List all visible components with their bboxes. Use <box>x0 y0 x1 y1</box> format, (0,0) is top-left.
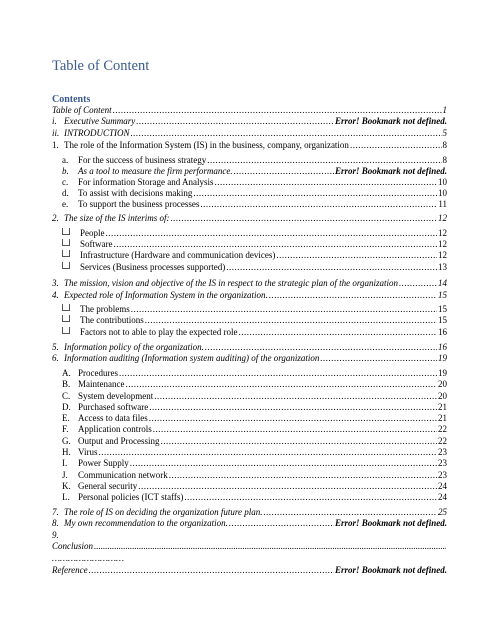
toc-entry[interactable] <box>62 228 447 239</box>
toc-entry-page: 1 <box>442 105 447 115</box>
dot-leader <box>119 368 437 379</box>
toc-entry-page: 20 <box>438 391 447 401</box>
toc-entry-number: a. <box>62 155 69 165</box>
conclusion-leader-continuation: ……………………… <box>52 553 125 563</box>
toc-entry[interactable] <box>52 541 447 552</box>
toc-entry-title: Conclusion <box>52 541 94 551</box>
toc-entry-title: Access to data files <box>78 413 148 423</box>
checkbox-bullet-icon <box>62 315 70 322</box>
dot-leader <box>350 140 442 151</box>
toc-entry-error: Error! Bookmark not defined. <box>334 166 447 176</box>
toc-entry-page: 12 <box>438 239 447 249</box>
toc-entry-page: 23 <box>438 447 447 457</box>
toc-entry-title: Virus <box>78 447 98 457</box>
toc-entry-title: General security <box>78 481 138 491</box>
toc-entry[interactable] <box>62 155 447 166</box>
dot-leader <box>154 391 437 402</box>
toc-entry[interactable] <box>52 353 447 364</box>
toc-entry-title: System development <box>78 391 154 401</box>
toc-entry[interactable] <box>62 368 447 379</box>
toc-entry-number: L. <box>62 492 70 502</box>
toc-entry[interactable] <box>52 105 447 116</box>
toc-entry-title: Power Supply <box>78 458 129 468</box>
toc-entry-page: 24 <box>438 492 447 502</box>
toc-entry-number: H. <box>62 447 71 457</box>
dot-leader <box>399 278 437 289</box>
dot-leader <box>226 262 437 273</box>
toc-entry[interactable] <box>52 278 447 289</box>
toc-entry-page: 8 <box>442 140 447 150</box>
toc-entry-number: A. <box>62 368 71 378</box>
toc-entry[interactable] <box>62 413 447 424</box>
toc-entry-error: Error! Bookmark not defined. <box>334 565 447 575</box>
toc-entry-page: 10 <box>438 188 447 198</box>
toc-entry-title: Factors not to able to play the expected role <box>80 327 238 337</box>
toc-entry-number: 3. <box>52 278 59 288</box>
toc-entry-title: The role of IS on deciding the organization future plan. <box>64 507 263 517</box>
toc-entry[interactable] <box>62 188 447 199</box>
toc-entry-number: E. <box>62 413 70 423</box>
toc-entry-title: Information policy of the organization. <box>64 342 204 352</box>
toc-entry[interactable] <box>62 436 447 447</box>
toc-entry-title: As a tool to measure the firm performance. <box>78 166 233 176</box>
toc-entry-number: 4. <box>52 290 59 300</box>
dot-leader <box>149 413 437 424</box>
toc-entry[interactable] <box>62 199 447 210</box>
toc-entry-title: Maintenance <box>78 379 125 389</box>
toc-entry[interactable] <box>52 290 447 301</box>
page-title: Table of Content <box>52 58 150 74</box>
contents-heading: Contents <box>52 94 91 105</box>
toc-entry-page: 10 <box>438 177 447 187</box>
toc-entry-title: For the success of business strategy <box>78 155 207 165</box>
dot-leader <box>214 177 437 188</box>
toc-entry-title: Application controls <box>78 424 152 434</box>
toc-entry-title: Reference <box>52 565 88 575</box>
dot-leader <box>207 155 441 166</box>
toc-entry-number: i. <box>52 116 57 126</box>
toc-entry-page: 13 <box>438 262 447 272</box>
dot-leader <box>130 458 437 469</box>
toc-entry-page: 8 <box>442 155 447 165</box>
toc-entry-title: The size of the IS interims of: <box>64 213 170 223</box>
toc-entry-title: Communication network <box>78 470 168 480</box>
dot-leader <box>113 105 442 116</box>
toc-entry-page: 14 <box>438 278 447 288</box>
toc-entry-number: c. <box>62 177 69 187</box>
checkbox-bullet-icon <box>62 250 70 257</box>
dot-leader <box>320 353 437 364</box>
checkbox-bullet-icon <box>62 228 70 235</box>
toc-entry-page: 21 <box>438 402 447 412</box>
toc-entry[interactable] <box>62 304 447 315</box>
toc-entry-page: 12 <box>438 228 447 238</box>
toc-entry-title: Personal policies (ICT staffs) <box>78 492 184 502</box>
toc-entry-page: 16 <box>438 327 447 337</box>
toc-entry-page: 5 <box>442 128 447 138</box>
toc-entry[interactable] <box>52 128 447 139</box>
toc-entry-page: 20 <box>438 379 447 389</box>
toc-entry[interactable] <box>52 116 447 127</box>
toc-entry[interactable] <box>52 565 447 576</box>
toc-entry-page: 23 <box>438 458 447 468</box>
toc-entry-page: 25 <box>438 507 447 517</box>
toc-entry[interactable] <box>62 262 447 273</box>
toc-entry-title: INTRODUCTION <box>64 128 130 138</box>
checkbox-bullet-icon <box>62 262 70 269</box>
toc-entry[interactable] <box>62 250 447 261</box>
toc-entry-page: 15 <box>438 304 447 314</box>
toc-entry-title: My own recommendation to the organization. <box>64 518 228 528</box>
dot-leader <box>89 565 334 576</box>
toc-entry[interactable] <box>62 177 447 188</box>
dot-leader <box>125 379 437 390</box>
toc-entry[interactable] <box>62 481 447 492</box>
toc-entry-number: 2. <box>52 213 59 223</box>
toc-entry-title: Expected role of Information System in the organization. <box>64 290 268 300</box>
toc-entry-title: For information Storage and Analysis <box>78 177 214 187</box>
toc-entry-page: 22 <box>438 436 447 446</box>
dot-leader <box>161 436 438 447</box>
toc-entry-number: D. <box>62 402 71 412</box>
toc-entry-page: 15 <box>438 290 447 300</box>
toc-entry-page: 22 <box>438 424 447 434</box>
dot-leader <box>263 507 437 518</box>
toc-entry-number: d. <box>62 188 69 198</box>
toc-entry-title: Infrastructure (Hardware and communication devices) <box>80 250 276 260</box>
dot-leader <box>153 424 437 435</box>
dot-leader <box>229 518 334 529</box>
toc-entry[interactable] <box>62 458 447 469</box>
dot-leader <box>234 166 334 177</box>
dot-leader <box>238 327 437 338</box>
dot-leader <box>200 199 437 210</box>
dot-leader <box>171 213 438 224</box>
dot-leader <box>131 128 442 139</box>
dot-leader <box>205 342 437 353</box>
toc-entry-error: Error! Bookmark not defined. <box>334 116 447 126</box>
toc-entry-title: Purchased software <box>78 402 149 412</box>
toc-entry-page: 23 <box>438 470 447 480</box>
toc-entry[interactable] <box>52 213 447 224</box>
toc-entry-page: 11 <box>438 199 447 209</box>
toc-entry-title: Information auditing (Information system auditing) of the organization <box>64 353 320 363</box>
toc-entry-page: 19 <box>438 368 447 378</box>
toc-entry-page: 16 <box>438 342 447 352</box>
toc-entry-number: 6. <box>52 353 59 363</box>
toc-entry[interactable] <box>62 166 447 177</box>
toc-entry[interactable] <box>62 391 447 402</box>
toc-entry[interactable] <box>62 424 447 435</box>
toc-entry-number: 5. <box>52 342 59 352</box>
toc-entry-number: I. <box>62 458 68 468</box>
toc-entry-page: 12 <box>438 250 447 260</box>
toc-entry-title: The problems <box>80 304 130 314</box>
toc-entry-title: Executive Summary <box>64 116 136 126</box>
toc-entry[interactable] <box>52 342 447 353</box>
toc-entry-title: Table of Content <box>52 105 112 115</box>
toc-entry-title: Services (Business processes supported) <box>80 262 226 272</box>
checkbox-bullet-icon <box>62 304 70 311</box>
toc-entry-title: To assist with decisions making <box>78 188 193 198</box>
toc-entry-page: 21 <box>438 413 447 423</box>
dot-leader <box>114 239 438 250</box>
dot-leader <box>276 250 437 261</box>
toc-entry[interactable] <box>62 402 447 413</box>
toc-entry[interactable] <box>52 530 447 541</box>
toc-entry-number: F. <box>62 424 69 434</box>
toc-entry-number: C. <box>62 391 71 401</box>
toc-entry[interactable] <box>62 239 447 250</box>
toc-entry[interactable] <box>52 140 447 151</box>
toc-entry-number: K. <box>62 481 71 491</box>
toc-entry-title: Procedures <box>78 368 118 378</box>
checkbox-bullet-icon <box>62 327 70 334</box>
toc-entry-title: The contributions <box>80 315 144 325</box>
toc-entry-title: Output and Processing <box>78 436 160 446</box>
toc-entry-number: 9. <box>52 530 59 540</box>
toc-entry-page: 12 <box>438 213 447 223</box>
toc-entry[interactable] <box>62 492 447 503</box>
dot-leader <box>193 188 437 199</box>
dot-leader <box>169 470 437 481</box>
dot-leader <box>138 481 437 492</box>
toc-entry[interactable] <box>62 447 447 458</box>
toc-entry[interactable] <box>62 315 447 326</box>
toc-entry[interactable] <box>52 507 447 518</box>
dot-leader <box>94 541 446 552</box>
toc-entry[interactable] <box>62 327 447 338</box>
dot-leader <box>269 290 437 301</box>
dot-leader <box>98 447 437 458</box>
dot-leader <box>184 492 437 503</box>
toc-entry-number: e. <box>62 199 69 209</box>
dot-leader <box>145 315 437 326</box>
checkbox-bullet-icon <box>62 239 70 246</box>
toc-entry-page: 19 <box>438 353 447 363</box>
toc-entry-number: 8. <box>52 518 59 528</box>
toc-entry-page: 15 <box>438 315 447 325</box>
toc-entry-number: 7. <box>52 507 59 517</box>
toc-entry-number: 1. <box>52 140 59 150</box>
toc-entry[interactable] <box>62 470 447 481</box>
toc-entry-title: Software <box>80 239 113 249</box>
toc-entry-number: J. <box>62 470 68 480</box>
toc-entry-number: B. <box>62 379 71 389</box>
dot-leader <box>149 402 437 413</box>
toc-entry-title: To support the business processes <box>78 199 200 209</box>
toc-entry-error: Error! Bookmark not defined. <box>334 518 447 528</box>
dot-leader <box>136 116 334 127</box>
toc-entry[interactable] <box>62 379 447 390</box>
toc-entry-number: b. <box>62 166 69 176</box>
dot-leader <box>131 304 437 315</box>
toc-entry-number: ii. <box>52 128 60 138</box>
toc-entry-number: G. <box>62 436 71 446</box>
toc-entry-title: People <box>80 228 105 238</box>
toc-entry-page: 24 <box>438 481 447 491</box>
toc-entry[interactable] <box>52 518 447 529</box>
toc-entry-title: The mission, vision and objective of the IS in respect to the strategic plan of the organization <box>64 278 399 288</box>
dot-leader <box>106 228 438 239</box>
toc-entry-title: The role of the Information System (IS) in the business, company, organization <box>64 140 349 150</box>
